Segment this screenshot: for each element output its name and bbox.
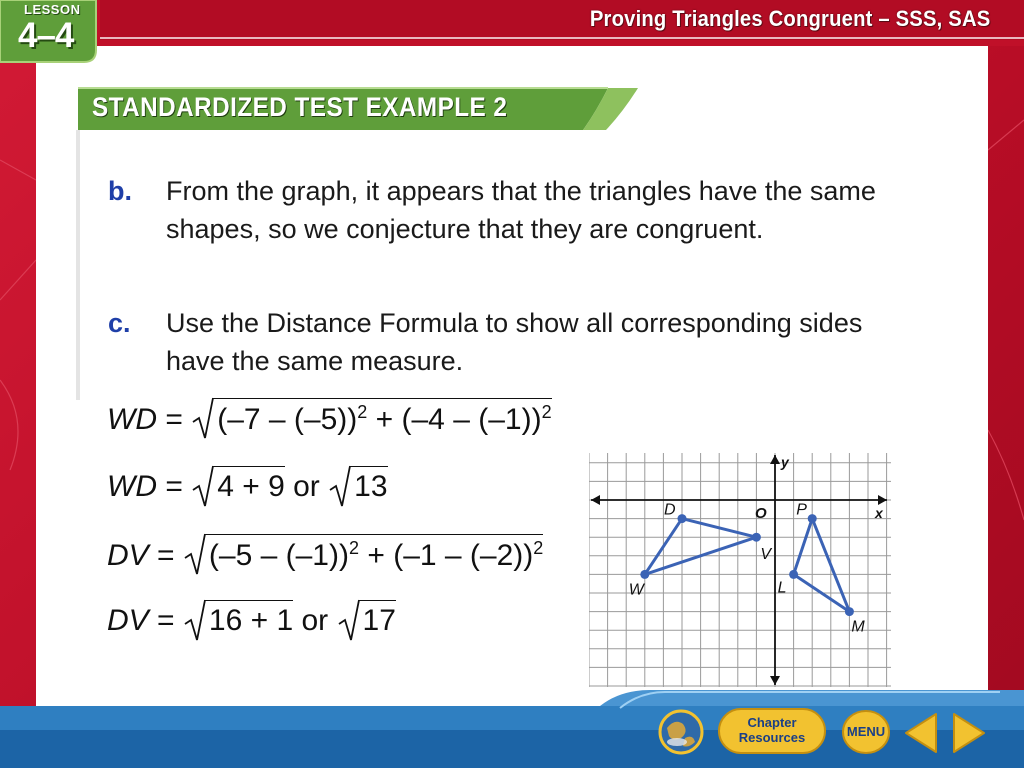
formula-variable: DV: [107, 539, 149, 572]
radicand-term: (–4 – (–1)): [401, 403, 542, 436]
item-text: Use the Distance Formula to show all corresponding sides have the same measure.: [166, 308, 863, 376]
vertex-point: [845, 607, 854, 616]
menu-label: MENU: [846, 724, 886, 739]
vertex-label: V: [760, 546, 772, 564]
vertex-point: [789, 570, 798, 579]
chapter-resources-button[interactable]: [718, 708, 826, 754]
triangle-sides: [645, 519, 850, 612]
lesson-label: LESSON: [24, 2, 81, 17]
plus-sign: +: [375, 403, 394, 436]
x-axis-arrow-left: [591, 495, 600, 505]
equals-sign: =: [157, 604, 175, 637]
coordinate-graph: [589, 453, 891, 687]
previous-arrow-icon[interactable]: [902, 712, 940, 754]
exponent: 2: [357, 402, 368, 422]
plus-sign: +: [367, 539, 385, 572]
radical-icon: [183, 532, 207, 578]
x-axis-label: x: [875, 505, 883, 521]
square-root: [328, 470, 387, 504]
formula-wd-result: [107, 470, 388, 514]
axes: [591, 455, 887, 685]
formula-wd-distance: [107, 402, 552, 446]
triangle-outline: [794, 519, 850, 612]
y-axis-arrow-up: [770, 455, 780, 464]
radicand: 13: [354, 470, 388, 503]
vertex-label: W: [628, 581, 644, 599]
item-letter: b.: [108, 176, 132, 206]
formula-variable: WD: [107, 403, 157, 436]
equals-sign: =: [165, 470, 183, 503]
vertex-point: [640, 570, 649, 579]
page-title: Proving Triangles Congruent – SSS, SAS: [589, 6, 990, 31]
vertex-point: [752, 533, 761, 542]
origin-label: O: [755, 505, 767, 522]
square-root: [337, 604, 396, 638]
example-banner-title: STANDARDIZED TEST EXAMPLE 2: [92, 92, 508, 122]
chapter-resources-label: Chapter Resources: [738, 715, 806, 745]
x-axis-arrow-right: [878, 495, 887, 505]
radicand: 4 + 9: [217, 470, 285, 503]
lesson-number: 4–4: [18, 16, 74, 55]
y-axis-arrow-down: [770, 676, 780, 685]
radicand-term: (–1 – (–2)): [393, 539, 534, 572]
vertex-point: [808, 514, 817, 523]
vertex-point: [678, 514, 687, 523]
square-root: [183, 538, 543, 573]
formula-variable: DV: [107, 604, 149, 637]
square-root: [191, 402, 551, 437]
vertex-label: D: [664, 501, 676, 519]
or-word: or: [301, 604, 329, 637]
item-text: From the graph, it appears that the triangles have the same shapes, so we conjecture that they are congruent.: [166, 176, 876, 244]
formula-dv-result: [107, 604, 396, 648]
next-arrow-icon[interactable]: [950, 712, 988, 754]
radical-icon: [183, 598, 207, 644]
radical-icon: [191, 396, 215, 442]
exponent: 2: [348, 538, 359, 558]
square-root: [183, 604, 293, 638]
radicand: 17: [362, 604, 396, 637]
vertex-label: M: [851, 618, 865, 636]
exponent: 2: [541, 402, 552, 422]
equals-sign: =: [157, 539, 175, 572]
globe-icon[interactable]: [657, 708, 705, 756]
grid-lines: [589, 453, 891, 687]
vertex-label: L: [777, 579, 787, 597]
y-axis-label: y: [781, 454, 789, 470]
or-word: or: [293, 470, 320, 503]
radicand: 16 + 1: [208, 604, 294, 637]
radical-icon: [337, 598, 361, 644]
menu-button[interactable]: [842, 710, 890, 754]
radicand-term: (–5 – (–1)): [208, 539, 349, 572]
radicand-term: (–7 – (–5)): [217, 403, 358, 436]
exponent: 2: [533, 538, 544, 558]
item-letter: c.: [108, 308, 131, 338]
formula-dv-distance: [107, 538, 543, 582]
formula-variable: WD: [107, 470, 157, 503]
banner-edge: [76, 130, 82, 400]
equals-sign: =: [165, 403, 183, 436]
radical-icon: [191, 464, 215, 510]
square-root: [191, 470, 285, 504]
vertex-label: P: [796, 501, 807, 519]
radical-icon: [328, 464, 352, 510]
